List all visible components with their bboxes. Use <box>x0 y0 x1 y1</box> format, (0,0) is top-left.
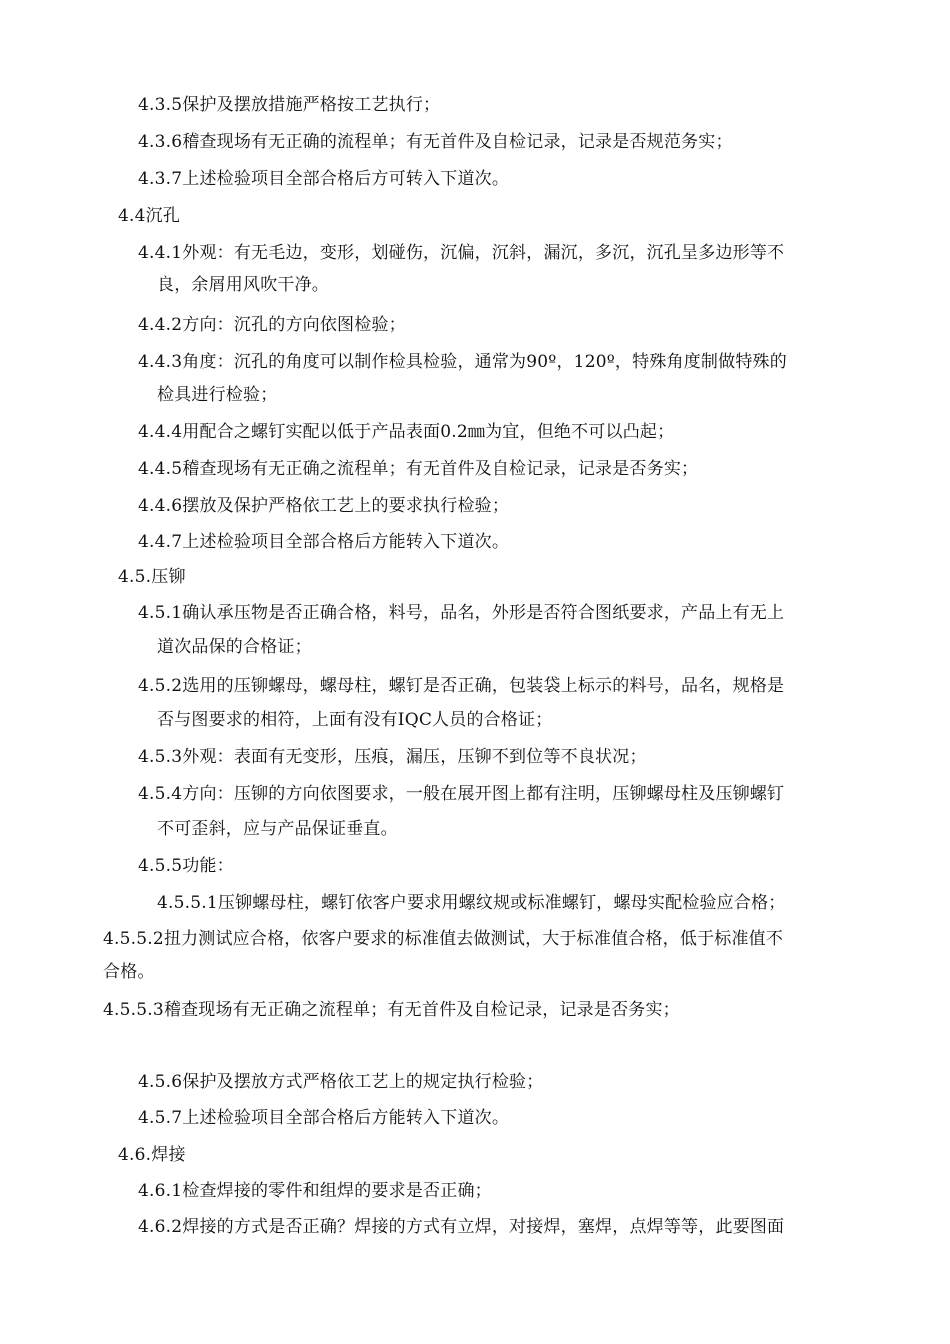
text-line-continuation: 良，余屑用风吹干净。 <box>157 275 329 295</box>
text-line: 4.5.3外观：表面有无变形，压痕，漏压，压铆不到位等不良状况； <box>138 747 647 767</box>
section-heading: 4.4沉孔 <box>118 206 181 226</box>
text-line: 4.3.6稽查现场有无正确的流程单；有无首件及自检记录，记录是否规范务实； <box>138 132 733 152</box>
text-line: 4.5.5.2扭力测试应合格，依客户要求的标准值去做测试，大于标准值合格，低于标准值不 <box>103 929 784 949</box>
text-line: 4.4.2方向：沉孔的方向依图检验； <box>138 315 406 335</box>
text-line-continuation: 道次品保的合格证； <box>157 637 312 657</box>
text-line-continuation: 不可歪斜，应与产品保证垂直。 <box>157 819 398 839</box>
text-line: 4.5.1确认承压物是否正确合格，料号，品名，外形是否符合图纸要求，产品上有无上 <box>138 603 785 623</box>
text-line-continuation: 合格。 <box>103 962 155 982</box>
text-line: 4.5.5.3稽查现场有无正确之流程单；有无首件及自检记录，记录是否务实； <box>103 1000 680 1020</box>
text-line: 4.6.1检查焊接的零件和组焊的要求是否正确； <box>138 1181 492 1201</box>
text-line: 4.5.5.1压铆螺母柱，螺钉依客户要求用螺纹规或标准螺钉，螺母实配检验应合格； <box>157 893 786 913</box>
text-line: 4.5.7上述检验项目全部合格后方能转入下道次。 <box>138 1108 510 1128</box>
text-line: 4.5.6保护及摆放方式严格依工艺上的规定执行检验； <box>138 1072 544 1092</box>
text-line: 4.3.7上述检验项目全部合格后方可转入下道次。 <box>138 169 510 189</box>
section-heading: 4.6.焊接 <box>118 1145 186 1165</box>
text-line: 4.5.4方向：压铆的方向依图要求，一般在展开图上都有注明，压铆螺母柱及压铆螺钉 <box>138 784 785 804</box>
text-line: 4.4.6摆放及保护严格依工艺上的要求执行检验； <box>138 496 510 516</box>
text-line: 4.4.5稽查现场有无正确之流程单；有无首件及自检记录，记录是否务实； <box>138 459 699 479</box>
text-line: 4.4.3角度：沉孔的角度可以制作检具检验，通常为90º，120º，特殊角度制做特殊的 <box>138 352 787 372</box>
text-line: 4.6.2焊接的方式是否正确？焊接的方式有立焊，对接焊，塞焊，点焊等等，此要图面 <box>138 1217 785 1237</box>
section-heading: 4.5.压铆 <box>118 567 186 587</box>
text-line: 4.4.1外观：有无毛边，变形，划碰伤，沉偏，沉斜，漏沉，多沉，沉孔呈多边形等不 <box>138 243 785 263</box>
text-line: 4.5.2选用的压铆螺母，螺母柱，螺钉是否正确，包装袋上标示的料号，品名，规格是 <box>138 676 785 696</box>
text-line-continuation: 否与图要求的相符，上面有没有IQC人员的合格证； <box>157 710 553 730</box>
text-line-continuation: 检具进行检验； <box>157 385 278 405</box>
text-line: 4.4.7上述检验项目全部合格后方能转入下道次。 <box>138 532 510 552</box>
text-line: 4.5.5功能： <box>138 856 234 876</box>
text-line: 4.3.5保护及摆放措施严格按工艺执行； <box>138 95 441 115</box>
text-line: 4.4.4用配合之螺钉实配以低于产品表面0.2㎜为宜，但绝不可以凸起； <box>138 422 675 442</box>
